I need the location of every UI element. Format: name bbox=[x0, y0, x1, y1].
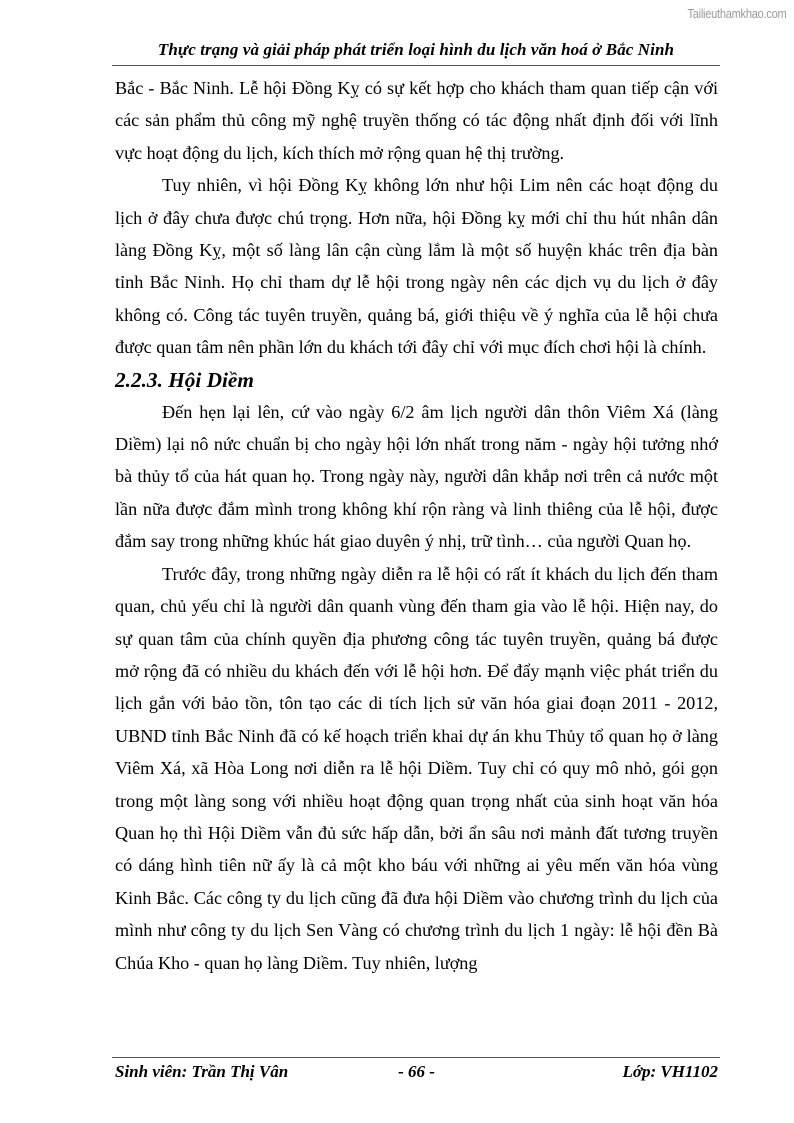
page-body bbox=[115, 72, 718, 979]
running-header: Thực trạng và giải pháp phát triển loại hình du lịch văn hoá ở Bắc Ninh bbox=[157, 40, 675, 59]
footer-page-number: - 66 - bbox=[398, 1062, 435, 1081]
paragraph: Tuy nhiên, vì hội Đồng Kỵ không lớn như hội Lim nên các hoạt động du lịch ở đây chưa được chú trọng. Hơn nữa, hội Đồng kỵ mới chỉ thu hút nhân dân làng Đồng Kỵ, một số làng lân cận cùng lắm là một số huyện khác trên địa bàn tỉnh Bắc Ninh. Họ chỉ tham dự lễ hội trong ngày nên các dịch vụ du lịch ở đây không có. Công tác tuyên truyền, quảng bá, giới thiệu về ý nghĩa của lễ hội chưa được quan tâm nên phần lớn du khách tới đây chỉ với mục đích chơi hội là chính. bbox=[115, 175, 718, 358]
paragraph: Trước đây, trong những ngày diễn ra lễ hội có rất ít khách du lịch đến tham quan, chủ yếu chỉ là người dân quanh vùng đến tham gia vào lễ hội. Hiện nay, do sự quan tâm của chính quyền địa phương công tác tuyên truyền, quảng bá được mở rộng đã có nhiều du khách đến với lễ hội hơn. Để đẩy mạnh việc phát triển du lịch gắn với bảo tồn, tôn tạo các di tích lịch sử văn hóa giai đoạn 2011 - 2012, UBND tỉnh Bắc Ninh đã có kế hoạch triển khai dự án khu Thủy tổ quan họ ở làng Viêm Xá, xã Hòa Long nơi diễn ra lễ hội Diềm. Tuy chỉ có quy mô nhỏ, gói gọn trong một làng song với nhiều hoạt động quan trọng nhất của sinh hoạt văn hóa Quan họ thì Hội Diềm vẫn đủ sức hấp dẫn, bởi ẩn sâu nơi mảnh đất tương truyền có dáng hình tiên nữ ấy là cả một kho báu với những ai yêu mến văn hóa vùng Kinh Bắc. Các công ty du lịch cũng đã đưa hội Diềm vào chương trình du lịch của mình như công ty du lịch Sen Vàng có chương trình du lịch 1 ngày: lễ hội đền Bà Chúa Kho - quan họ làng Diềm. Tuy nhiên, lượng bbox=[115, 563, 718, 973]
page-footer bbox=[115, 1062, 718, 1086]
section-heading: 2.2.3. Hội Diềm bbox=[115, 367, 254, 392]
footer-class: Lớp: VH1102 bbox=[622, 1062, 718, 1081]
footer-divider bbox=[112, 1057, 720, 1058]
watermark: Tailieuthamkhao.com bbox=[687, 6, 786, 21]
footer-student-name: Sinh viên: Trần Thị Vân bbox=[115, 1062, 289, 1081]
paragraph: Bắc - Bắc Ninh. Lễ hội Đồng Kỵ có sự kết hợp cho khách tham quan tiếp cận với các sản phẩm thủ công mỹ nghệ truyền thống có tác động nhất định đối với lĩnh vực hoạt động du lịch, kích thích mở rộng quan hệ thị trường. bbox=[115, 78, 718, 163]
paragraph: Đến hẹn lại lên, cứ vào ngày 6/2 âm lịch người dân thôn Viêm Xá (làng Diềm) lại nô nức chuẩn bị cho ngày hội lớn nhất trong năm - ngày hội tưởng nhớ bà thủy tổ của hát quan họ. Trong ngày này, người dân khắp nơi trên cả nước một lần nữa được đắm mình trong không khí rộn ràng và linh thiêng của lễ hội, được đắm say trong những khúc hát giao duyên ý nhị, trữ tình… của người Quan họ. bbox=[115, 401, 718, 552]
header-divider bbox=[112, 65, 720, 66]
